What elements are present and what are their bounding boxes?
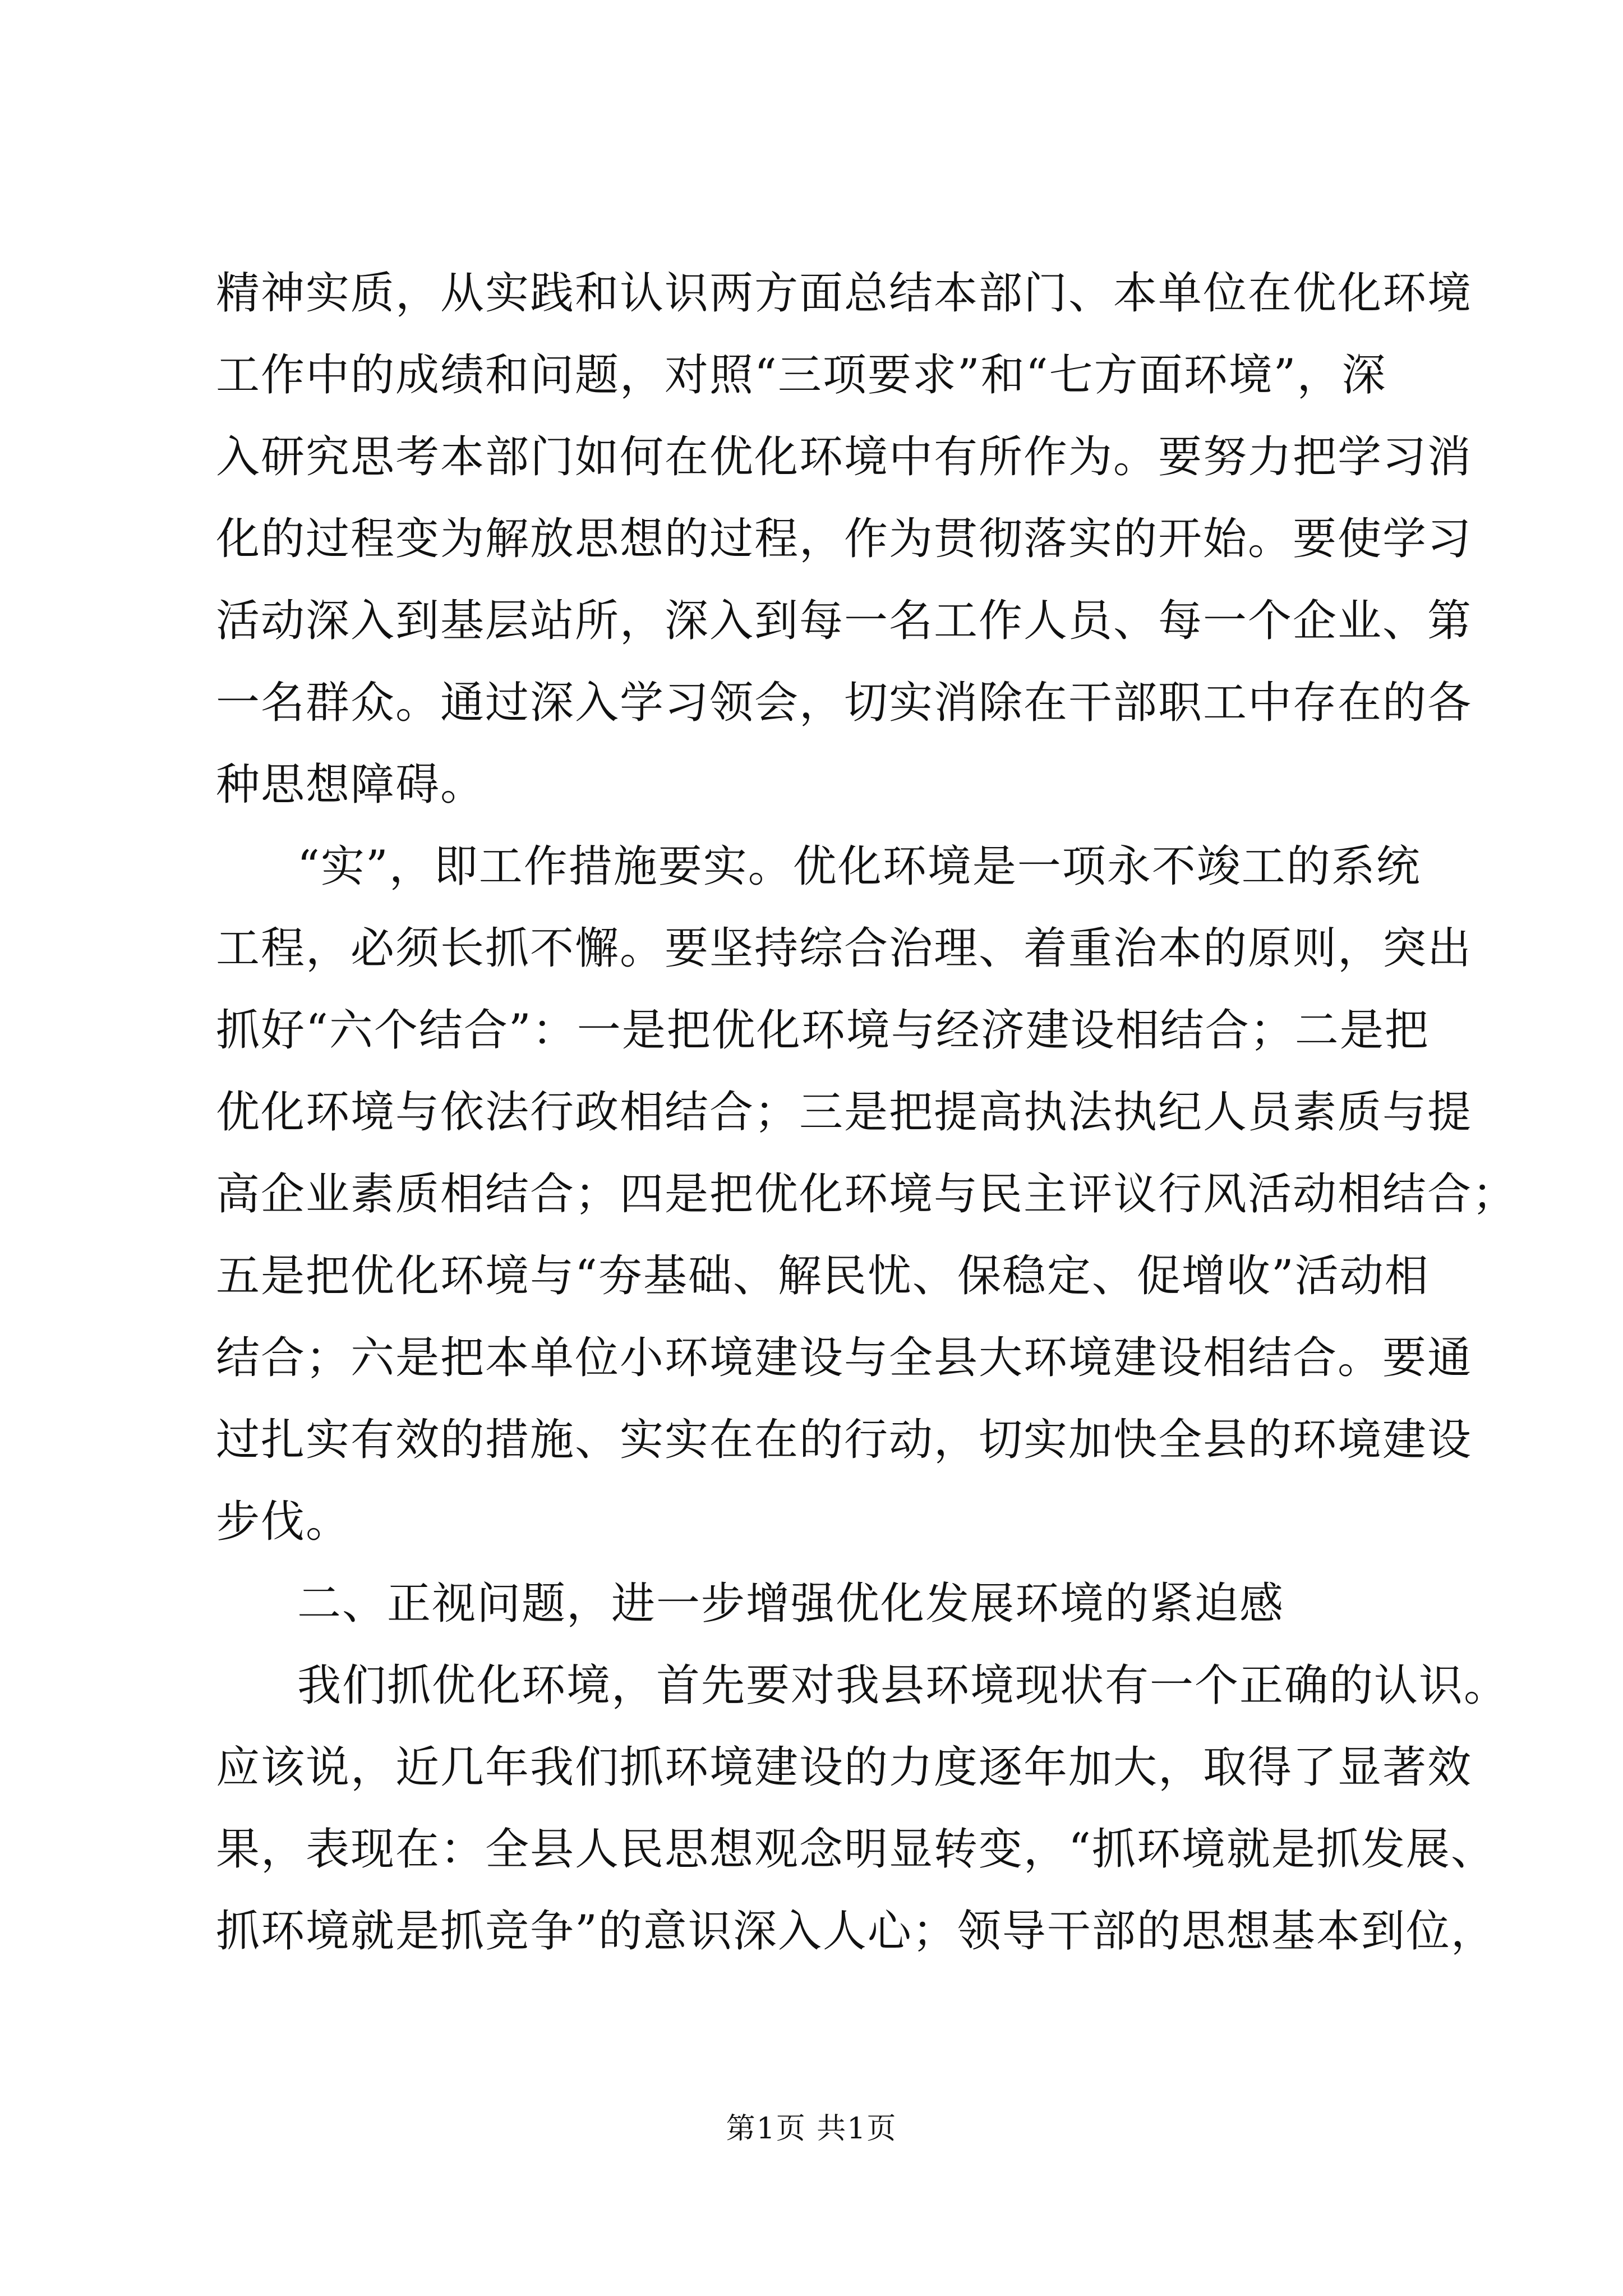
text-line: 入研究思考本部门如何在优化环境中有所作为。要努力把学习消 [216, 432, 1473, 482]
text-line: 一名群众。通过深入学习领会，切实消除在干部职工中存在的各 [216, 678, 1473, 728]
text-line: 抓环境就是抓竞争”的意识深入人心；领导干部的思想基本到位， [216, 1906, 1496, 1957]
text-line: 五是把优化环境与“夯基础、解民忧、保稳定、促增收”活动相 [216, 1251, 1430, 1301]
text-line: 化的过程变为解放思想的过程，作为贯彻落实的开始。要使学习 [216, 514, 1473, 564]
text-line: 高企业素质相结合；四是把优化环境与民主评议行风活动相结合； [216, 1169, 1518, 1220]
section-heading: 二、正视问题，进一步增强优化发展环境的紧迫感 [297, 1579, 1285, 1629]
text-line: 种思想障碍。 [216, 760, 486, 810]
text-line: 步伐。 [216, 1497, 351, 1547]
document-body [216, 252, 1518, 1972]
page-footer: 第1页 共1页 [726, 2112, 897, 2146]
text-line: 应该说，近几年我们抓环境建设的力度逐年加大，取得了显著效 [216, 1742, 1473, 1793]
text-line: 果，表现在：全县人民思想观念明显转变，“抓环境就是抓发展、 [216, 1824, 1496, 1875]
text-line: 工作中的成绩和问题，对照“三项要求”和“七方面环境”，深 [216, 350, 1387, 401]
text-line: 精神实质，从实践和认识两方面总结本部门、本单位在优化环境 [216, 268, 1473, 319]
text-line: 结合；六是把本单位小环境建设与全县大环境建设相结合。要通 [216, 1333, 1473, 1383]
text-line: 抓好“六个结合”：一是把优化环境与经济建设相结合；二是把 [216, 1005, 1430, 1056]
text-line: “实”，即工作措施要实。优化环境是一项永不竣工的系统 [297, 841, 1421, 892]
text-line: 活动深入到基层站所，深入到每一名工作人员、每一个企业、第 [216, 596, 1473, 646]
text-line: 工程，必须长抓不懈。要坚持综合治理、着重治本的原则，突出 [216, 923, 1473, 974]
text-line: 过扎实有效的措施、实实在在的行动，切实加快全县的环境建设 [216, 1415, 1473, 1465]
text-line: 优化环境与依法行政相结合；三是把提高执法执纪人员素质与提 [216, 1087, 1473, 1138]
text-line: 我们抓优化环境，首先要对我县环境现状有一个正确的认识。 [297, 1660, 1509, 1711]
